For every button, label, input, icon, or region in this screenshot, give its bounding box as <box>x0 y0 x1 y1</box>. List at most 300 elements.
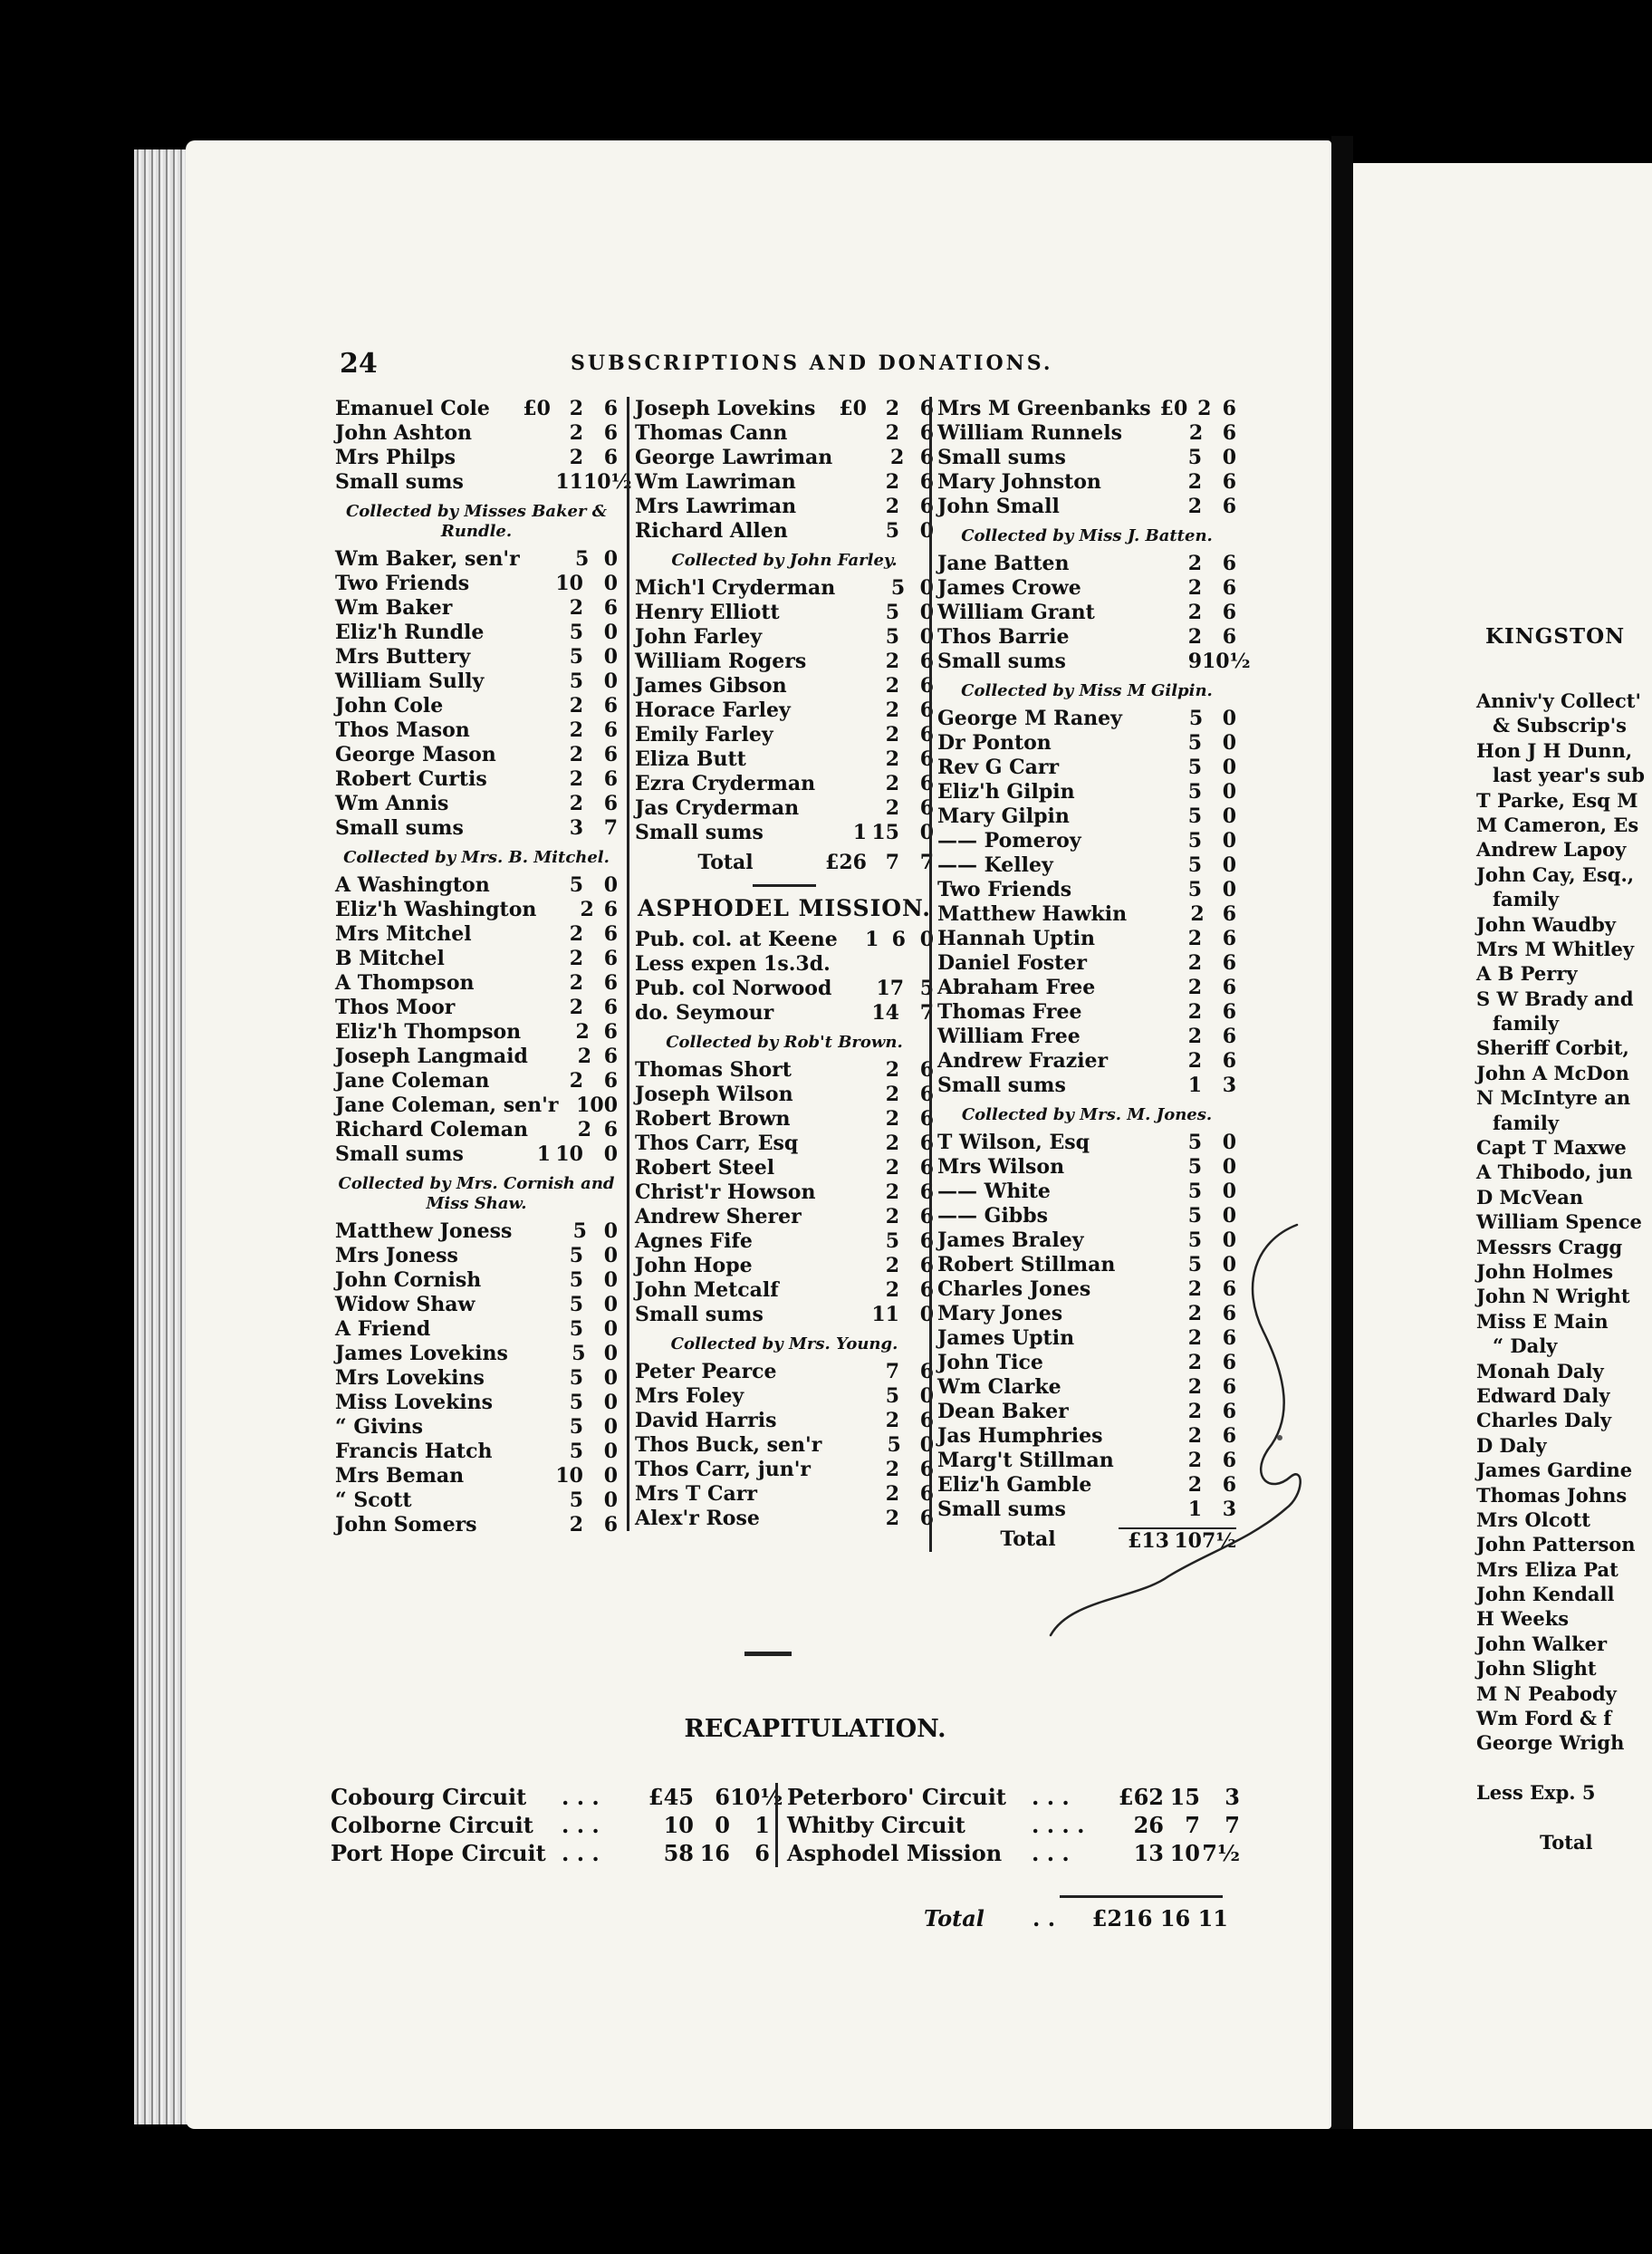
donor-name: Emily Farley <box>635 723 773 747</box>
total-pence: 7 <box>919 851 934 874</box>
amount-pence: 0 <box>1222 707 1236 730</box>
donor-name: Richard Allen <box>635 519 788 543</box>
amount-shillings: 5 <box>569 1415 583 1439</box>
amount-pence: 6 <box>919 1107 934 1131</box>
donor-name: Mrs Lawriman <box>635 495 797 518</box>
amount-shillings: 3 <box>569 816 583 840</box>
amount-shillings: 5 <box>1188 707 1204 730</box>
amount-pence: 0 <box>603 1415 618 1439</box>
facing-page-line: Mrs Olcott <box>1476 1507 1590 1531</box>
amount-pence: 0 <box>1222 446 1236 469</box>
amount-pence: 0 <box>603 1219 618 1243</box>
amount-pence: 0 <box>603 1391 618 1414</box>
donor-name: Mrs M Greenbanks <box>937 397 1151 420</box>
facing-page-line: H Weeks <box>1476 1607 1570 1631</box>
facing-page-line: last year's sub <box>1493 764 1645 787</box>
facing-page-line: family <box>1493 888 1560 911</box>
amount-shillings: 2 <box>1187 1449 1202 1472</box>
amount-pence: 6 <box>919 674 934 698</box>
donor-name: Joseph Langmaid <box>335 1045 528 1068</box>
amount-shillings: 2 <box>1187 576 1202 600</box>
amount-pence: 6 <box>1222 1473 1236 1497</box>
donor-name: “ Givins <box>335 1415 423 1439</box>
amount-pence: 0 <box>603 1244 618 1267</box>
amount-shillings: 1 <box>1187 1498 1202 1521</box>
amount-pence: 6 <box>919 1156 934 1180</box>
amount-shillings: 2 <box>569 792 583 815</box>
amount-shillings: 2 <box>885 1254 899 1277</box>
donor-name: B Mitchel <box>335 947 445 970</box>
pencil-dot <box>1277 1435 1282 1440</box>
amount-pence: 6 <box>919 1083 934 1106</box>
facing-page-line: Anniv'y Collect' <box>1476 689 1641 712</box>
leader-dots: . . . <box>1032 1840 1070 1866</box>
amount-shillings: 5 <box>890 576 906 600</box>
amount-pence: 6 <box>1222 1277 1236 1301</box>
amount-pence: 0 <box>603 1093 618 1117</box>
amount-shillings: 5 <box>569 1440 583 1463</box>
donor-name: Jane Batten <box>937 552 1070 575</box>
donor-name: Mrs Foley <box>635 1384 744 1408</box>
amount-pence: 6 <box>603 694 618 718</box>
amount-pence: 3 <box>1222 1074 1236 1097</box>
total-pounds: £13 <box>1119 1527 1169 1552</box>
amount-pence: 6 <box>603 743 618 766</box>
amount-pounds: 10 <box>663 1812 694 1838</box>
facing-page-line: John Walker <box>1476 1632 1608 1655</box>
amount-pence: 0 <box>919 519 934 543</box>
amount-pence: 0 <box>919 625 934 649</box>
amount-pence: 0 <box>603 873 618 897</box>
facing-page-line: “ Daly <box>1493 1334 1558 1358</box>
amount-pence: 6 <box>603 767 618 791</box>
donor-name: Andrew Sherer <box>635 1205 802 1228</box>
donor-name: William Runnels <box>937 421 1122 445</box>
col1-section-heading: Collected by Mrs. Cornish and Miss Shaw. <box>338 1174 615 1213</box>
amount-shillings: 2 <box>569 996 583 1019</box>
amount-pence: 6 <box>603 397 618 420</box>
circuit-name: Cobourg Circuit <box>331 1784 527 1810</box>
amount-pence: 0 <box>603 669 618 693</box>
amount-pence: 3 <box>1225 1784 1240 1810</box>
amount-pence: 6 <box>603 1513 618 1536</box>
amount-pence: 6 <box>603 1069 618 1093</box>
amount-pence: 0 <box>1222 1180 1236 1203</box>
amount-pence: 6 <box>919 1360 934 1383</box>
donor-name: Pub. col Norwood <box>635 977 832 1000</box>
amount-pence: 6 <box>603 446 618 469</box>
amount-pounds: £0 <box>523 397 551 420</box>
amount-pence: 0 <box>1222 780 1236 804</box>
donor-name: Thos Carr, Esq <box>635 1132 799 1155</box>
donor-name: Robert Curtis <box>335 767 487 791</box>
amount-shillings: 11 <box>871 1303 899 1326</box>
donor-name: Wm Annis <box>335 792 449 815</box>
amount-shillings: 10 <box>555 572 583 595</box>
amount-shillings: 2 <box>1187 1302 1202 1325</box>
circuit-name: Whitby Circuit <box>787 1812 965 1838</box>
amount-shillings: 5 <box>569 1244 583 1267</box>
donor-name: Small sums <box>937 1074 1066 1097</box>
facing-page-line: A B Perry <box>1476 962 1578 986</box>
facing-page-line: Total <box>1540 1830 1593 1854</box>
donor-name: William Rogers <box>635 650 807 673</box>
amount-shillings: 5 <box>569 1317 583 1341</box>
amount-pence: 6 <box>603 996 618 1019</box>
amount-shillings: 5 <box>1187 878 1202 901</box>
donor-name: Marg't Stillman <box>937 1449 1114 1472</box>
amount-pence: 6 <box>1222 552 1236 575</box>
donor-name: Robert Brown <box>635 1107 791 1131</box>
amount-pence: 6 <box>919 1058 934 1082</box>
amount-pence: 6 <box>1222 1000 1236 1024</box>
amount-shillings: 5 <box>575 547 590 571</box>
amount-shillings: 2 <box>569 971 583 995</box>
amount-pence: 6 <box>919 1180 934 1204</box>
amount-pence: 10½ <box>1202 650 1251 673</box>
donor-name: Eliz'h Rundle <box>335 621 485 644</box>
amount-pence: 0 <box>603 621 618 644</box>
amount-shillings: 2 <box>569 446 583 469</box>
donor-name: John Somers <box>335 1513 477 1536</box>
donor-name: —— White <box>937 1180 1051 1203</box>
col2-section-heading: Collected by Rob't Brown. <box>666 1033 903 1052</box>
amount-pence: 0 <box>1222 853 1236 877</box>
donor-name: Two Friends <box>335 572 470 595</box>
donor-name: Dean Baker <box>937 1400 1069 1423</box>
amount-pence: 0 <box>1222 804 1236 828</box>
amount-shillings: 2 <box>1190 902 1205 926</box>
col3-section-heading: Collected by Miss M Gilpin. <box>961 681 1213 700</box>
amount-shillings: 2 <box>569 947 583 970</box>
amount-pence: 0 <box>603 572 618 595</box>
facing-page-line: Andrew Lapoy <box>1476 838 1627 862</box>
donor-name: Thos Barrie <box>937 625 1070 649</box>
amount-pence: 0 <box>919 576 934 600</box>
amount-shillings: 10 <box>555 1464 583 1488</box>
amount-pounds: 58 <box>663 1840 694 1866</box>
donor-name: Small sums <box>335 816 464 840</box>
amount-pence: 6 <box>1222 421 1236 445</box>
donor-name: Mich'l Cryderman <box>635 576 836 600</box>
amount-pence: 6 <box>1222 1375 1236 1399</box>
amount-shillings: 2 <box>1197 397 1212 420</box>
facing-page-line: Capt T Maxwe <box>1476 1136 1627 1160</box>
donor-name: —— Gibbs <box>937 1204 1048 1228</box>
amount-pence: 6 <box>603 718 618 742</box>
donor-name: do. Seymour <box>635 1001 774 1025</box>
amount-shillings: 5 <box>1187 731 1202 755</box>
donor-name: Small sums <box>937 650 1066 673</box>
amount-shillings: 2 <box>580 898 594 921</box>
col2-section-heading: Collected by Mrs. Young. <box>670 1334 898 1353</box>
amount-pounds: 1 <box>536 1142 551 1166</box>
donor-name: Daniel Foster <box>937 951 1087 975</box>
donor-name: Small sums <box>937 446 1066 469</box>
total-shillings: 7 <box>885 851 899 874</box>
donor-name: David Harris <box>635 1409 777 1432</box>
amount-shillings: 5 <box>1187 780 1202 804</box>
circuit-name: Colborne Circuit <box>331 1812 533 1838</box>
donor-name: James Crowe <box>937 576 1081 600</box>
donor-name: Dr Ponton <box>937 731 1052 755</box>
amount-shillings: 2 <box>885 1205 899 1228</box>
amount-pence: 0 <box>603 1342 618 1365</box>
amount-pence: 0 <box>919 1384 934 1408</box>
amount-pence: 0 <box>603 1488 618 1512</box>
amount-shillings: 5 <box>572 1219 587 1243</box>
amount-pence: 0 <box>1222 731 1236 755</box>
recap-total-label: Total <box>924 1905 984 1931</box>
amount-pence: 0 <box>603 547 618 571</box>
amount-pence: 0 <box>1222 1155 1236 1179</box>
donor-name: Less expen 1s.3d. <box>635 952 831 976</box>
amount-pence: 0 <box>603 1366 618 1390</box>
donor-name: Mrs Mitchel <box>335 922 472 946</box>
amount-pence: 0 <box>1222 878 1236 901</box>
donor-name: Wm Baker <box>335 596 453 620</box>
facing-page-line: William Spence <box>1476 1210 1642 1234</box>
amount-shillings: 2 <box>1187 1375 1202 1399</box>
amount-shillings: 2 <box>569 767 583 791</box>
amount-shillings: 5 <box>885 601 899 624</box>
amount-pence: 6 <box>919 723 934 747</box>
donor-name: A Washington <box>335 873 490 897</box>
amount-shillings: 2 <box>885 747 899 771</box>
amount-pounds: 1 <box>852 821 867 844</box>
amount-pence: 6 <box>919 1482 934 1506</box>
donor-name: William Free <box>937 1025 1081 1048</box>
amount-pence: 6 <box>1222 1449 1236 1472</box>
donor-name: John Small <box>937 495 1060 518</box>
amount-pence: 6 <box>603 1045 618 1068</box>
amount-shillings: 7 <box>885 1360 899 1383</box>
amount-shillings: 10 <box>576 1093 604 1117</box>
amount-shillings: 10 <box>1169 1840 1200 1866</box>
amount-pence: 6 <box>1222 927 1236 950</box>
amount-pence: 6 <box>919 421 934 445</box>
leader-dots: . . . <box>562 1840 600 1866</box>
donor-name: George Mason <box>335 743 496 766</box>
amount-pence: 6 <box>1222 470 1236 494</box>
amount-pence: 0 <box>919 821 934 844</box>
donor-name: Charles Jones <box>937 1277 1091 1301</box>
amount-pence: 6 <box>919 1205 934 1228</box>
amount-shillings: 5 <box>1187 1155 1202 1179</box>
amount-shillings: 2 <box>885 1132 899 1155</box>
donor-name: Small sums <box>937 1498 1066 1521</box>
donor-name: Thomas Short <box>635 1058 792 1082</box>
donor-name: Christ'r Howson <box>635 1180 816 1204</box>
donor-name: —— Kelley <box>937 853 1053 877</box>
donor-name: John Ashton <box>335 421 473 445</box>
amount-shillings: 5 <box>1187 1131 1202 1154</box>
donor-name: Francis Hatch <box>335 1440 493 1463</box>
amount-pence: 6 <box>603 1118 618 1141</box>
donor-name: Mrs Beman <box>335 1464 465 1488</box>
amount-pence: 6 <box>919 1409 934 1432</box>
amount-shillings: 2 <box>569 718 583 742</box>
amount-shillings: 5 <box>569 1488 583 1512</box>
facing-page-line: family <box>1493 1012 1560 1035</box>
amount-shillings: 5 <box>571 1342 586 1365</box>
donor-name: Small sums <box>635 821 764 844</box>
amount-shillings: 2 <box>1187 976 1202 999</box>
amount-pence: 0 <box>919 601 934 624</box>
amount-shillings: 2 <box>1187 927 1202 950</box>
amount-pence: 7 <box>603 816 618 840</box>
amount-pence: 6 <box>1222 1302 1236 1325</box>
amount-shillings: 2 <box>1187 552 1202 575</box>
donor-name: William Grant <box>937 601 1095 624</box>
amount-pence: 6 <box>1222 1424 1236 1448</box>
donor-name: Small sums <box>335 1142 464 1166</box>
amount-pence: 6 <box>919 1132 934 1155</box>
donor-name: John Farley <box>635 625 763 649</box>
amount-shillings: 2 <box>885 1107 899 1131</box>
facing-page-line: Sheriff Corbit, <box>1476 1036 1629 1060</box>
amount-shillings: 2 <box>885 1458 899 1481</box>
facing-page-line: Miss E Main <box>1476 1309 1609 1333</box>
amount-shillings: 2 <box>1187 601 1202 624</box>
donor-name: Mrs Buttery <box>335 645 471 669</box>
donor-name: Eliz'h Gilpin <box>937 780 1075 804</box>
amount-shillings: 5 <box>1187 853 1202 877</box>
amount-pence: 10½ <box>583 470 632 494</box>
donor-name: John Tice <box>937 1351 1043 1374</box>
facing-page-line: John N Wright <box>1476 1285 1630 1308</box>
total-label: Total <box>1000 1527 1056 1551</box>
total-pounds: £26 <box>825 851 867 874</box>
donor-name: Mrs T Carr <box>635 1482 757 1506</box>
amount-pence: 6 <box>919 495 934 518</box>
amount-pence: 0 <box>603 1440 618 1463</box>
amount-pounds: £0 <box>839 397 867 420</box>
amount-pence: 0 <box>1222 756 1236 779</box>
amount-shillings: 2 <box>890 446 905 469</box>
amount-shillings: 9 <box>1187 650 1202 673</box>
amount-shillings: 2 <box>1187 495 1202 518</box>
donor-name: Mary Gilpin <box>937 804 1070 828</box>
donor-name: Wm Lawriman <box>635 470 796 494</box>
leader-dots: . . . <box>1032 1784 1070 1810</box>
amount-shillings: 5 <box>569 1391 583 1414</box>
facing-page-line: & Subscrip's <box>1493 714 1627 737</box>
amount-shillings: 2 <box>1187 1025 1202 1048</box>
amount-shillings: 11 <box>555 470 583 494</box>
leader-dots: . . . . <box>1032 1812 1085 1838</box>
donor-name: James Gibson <box>635 674 787 698</box>
amount-shillings: 5 <box>1187 804 1202 828</box>
amount-shillings: 2 <box>569 743 583 766</box>
recap-total-dots: . . <box>1032 1905 1056 1931</box>
leader-dots: . . . <box>562 1784 600 1810</box>
donor-name: Agnes Fife <box>635 1229 753 1253</box>
amount-pence: 7 <box>919 1001 934 1025</box>
donor-name: Emanuel Cole <box>335 397 490 420</box>
donor-name: Thos Moor <box>335 996 456 1019</box>
amount-shillings: 5 <box>1187 1204 1202 1228</box>
facing-page-line: S W Brady and <box>1476 987 1634 1010</box>
amount-pence: 0 <box>603 645 618 669</box>
amount-pence: 6 <box>603 971 618 995</box>
donor-name: James Braley <box>937 1228 1084 1252</box>
amount-pounds: £0 <box>1159 397 1188 420</box>
amount-shillings: 2 <box>575 1020 590 1044</box>
amount-shillings: 2 <box>885 1278 899 1302</box>
facing-page-line: John Slight <box>1476 1657 1597 1681</box>
total-label: Total <box>697 851 754 874</box>
total-shillings: 10 <box>1169 1527 1202 1552</box>
amount-shillings: 2 <box>569 421 583 445</box>
amount-shillings: 2 <box>885 723 899 747</box>
facing-page-line: M Cameron, Es <box>1476 813 1639 836</box>
pencil-stroke <box>1051 1225 1301 1635</box>
donor-name: “ Scott <box>335 1488 412 1512</box>
facing-page-line: Wm Ford & f <box>1476 1707 1612 1730</box>
amount-shillings: 0 <box>715 1812 730 1838</box>
facing-page-line: John A McDon <box>1476 1061 1629 1084</box>
donor-name: John Hope <box>635 1254 753 1277</box>
amount-shillings: 7 <box>1185 1812 1200 1838</box>
amount-pounds: £45 <box>648 1784 694 1810</box>
col3-section-heading: Collected by Miss J. Batten. <box>961 526 1213 545</box>
facing-page-line: James Gardine <box>1476 1459 1633 1482</box>
amount-pence: 6 <box>1222 576 1236 600</box>
amount-pence: 0 <box>603 1142 618 1166</box>
amount-pence: 6 <box>603 922 618 946</box>
amount-pence: 10½ <box>730 1784 783 1810</box>
recap-total-amount: £216 16 11 <box>1091 1905 1228 1931</box>
amount-shillings: 2 <box>885 650 899 673</box>
amount-pounds: 13 <box>1133 1840 1164 1866</box>
donor-name: Thomas Cann <box>635 421 788 445</box>
amount-pence: 0 <box>919 1433 934 1457</box>
donor-name: George Lawriman <box>635 446 833 469</box>
donor-name: Eliz'h Thompson <box>335 1020 522 1044</box>
amount-shillings: 2 <box>885 796 899 820</box>
amount-shillings: 2 <box>885 470 899 494</box>
amount-shillings: 5 <box>569 669 583 693</box>
donor-name: T Wilson, Esq <box>937 1131 1090 1154</box>
donor-name: Joseph Lovekins <box>635 397 816 420</box>
circuit-name: Asphodel Mission <box>787 1840 1003 1866</box>
amount-shillings: 2 <box>569 1513 583 1536</box>
amount-pence: 7 <box>1225 1812 1240 1838</box>
amount-shillings: 5 <box>569 1293 583 1316</box>
amount-shillings: 2 <box>569 694 583 718</box>
amount-shillings: 5 <box>1187 1253 1202 1276</box>
facing-page-line: John Cay, Esq., <box>1476 862 1635 886</box>
donor-name: Ezra Cryderman <box>635 772 816 795</box>
amount-shillings: 5 <box>569 1366 583 1390</box>
donor-name: Matthew Hawkin <box>937 902 1128 926</box>
amount-pence: 6 <box>1222 397 1236 420</box>
amount-shillings: 15 <box>1169 1784 1200 1810</box>
amount-shillings: 2 <box>1187 1473 1202 1497</box>
amount-pence: 6 <box>919 470 934 494</box>
amount-shillings: 2 <box>885 421 899 445</box>
donor-name: Richard Coleman <box>335 1118 528 1141</box>
amount-shillings: 2 <box>885 772 899 795</box>
donor-name: Andrew Frazier <box>937 1049 1109 1073</box>
donor-name: Jas Cryderman <box>635 796 800 820</box>
donor-name: Jane Coleman, sen'r <box>335 1093 559 1117</box>
donor-name: Henry Elliott <box>635 601 780 624</box>
page-number: 24 <box>340 348 378 380</box>
amount-pence: 6 <box>919 698 934 722</box>
amount-pence: 6 <box>1222 951 1236 975</box>
